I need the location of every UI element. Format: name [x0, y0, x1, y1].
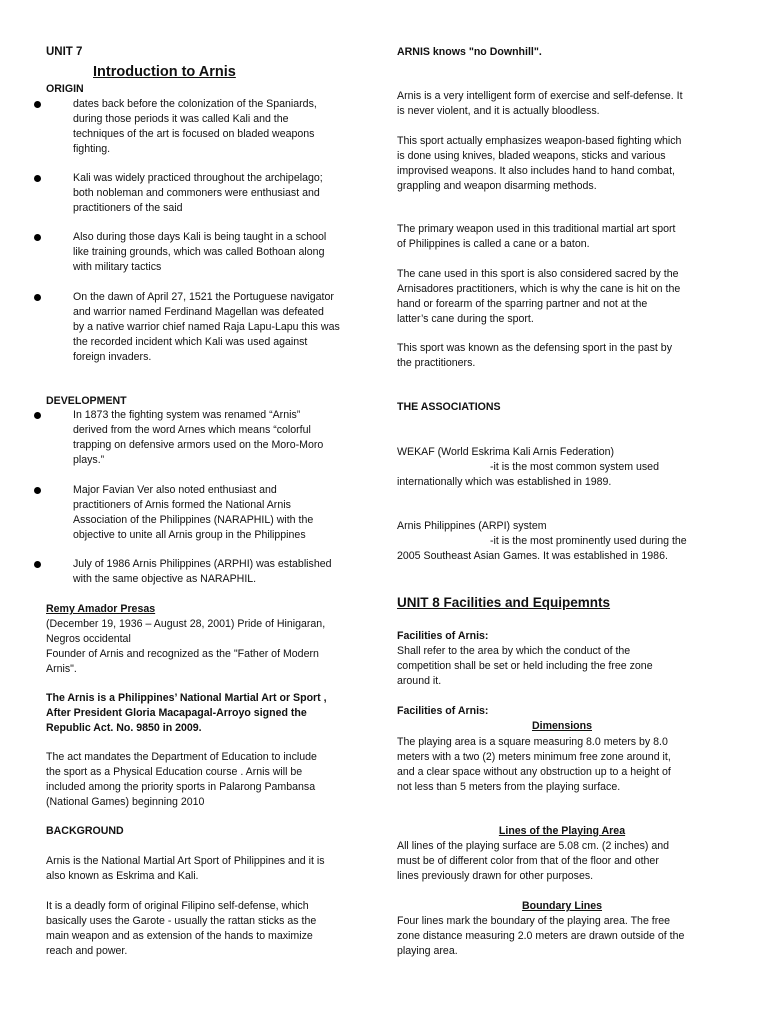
- dimensions-line: The playing area is a square measuring 8.0 meters by 8.0: [397, 736, 668, 748]
- lines-line: lines previously drawn for other purposes.: [397, 870, 594, 882]
- bullet-line: Also during those days Kali is being taught in a school: [73, 231, 327, 243]
- dimensions-line: not less than 5 meters from the playing surface.: [397, 781, 621, 793]
- bullet-line: the recorded incident which Kali was used against: [73, 336, 308, 348]
- bullet-icon: [34, 234, 41, 241]
- page-title: Introduction to Arnis: [93, 64, 236, 80]
- bullet-line: practitioners of Arnis formed the National Arnis: [73, 499, 291, 511]
- boundary-line: playing area.: [397, 945, 458, 957]
- paragraph-line: The primary weapon used in this traditional martial art sport: [397, 223, 676, 235]
- presas-line: Arnis".: [46, 663, 77, 675]
- wekaf-name: WEKAF (World Eskrima Kali Arnis Federation): [397, 446, 615, 458]
- background-heading: BACKGROUND: [46, 825, 124, 837]
- arpi-desc: 2005 Southeast Asian Games. It was established in 1986.: [397, 550, 668, 562]
- bullet-line: July of 1986 Arnis Philippines (ARPHI) was established: [73, 558, 332, 570]
- boundary-line: zone distance measuring 2.0 meters are drawn outside of the: [397, 930, 685, 942]
- boundary-heading: Boundary Lines: [521, 900, 603, 912]
- bullet-icon: [34, 412, 41, 419]
- associations-heading: THE ASSOCIATIONS: [397, 401, 501, 413]
- bullet-icon: [34, 487, 41, 494]
- bullet-line: during those periods it was called Kali and the: [73, 113, 289, 125]
- bullet-line: Association of the Philippines (NARAPHIL) with the: [73, 514, 314, 526]
- presas-line: Founder of Arnis and recognized as the "Father of Modern: [46, 648, 319, 660]
- facilities-heading: Facilities of Arnis:: [397, 705, 489, 717]
- bullet-line: trapping on defensive armors used on the Moro-Moro: [73, 439, 324, 451]
- no-downhill-line: ARNIS knows "no Downhill".: [397, 46, 542, 58]
- paragraph-line: Arnis is a very intelligent form of exercise and self-defense. It: [397, 90, 683, 102]
- act-line: (National Games) beginning 2010: [46, 796, 205, 808]
- origin-heading: ORIGIN: [46, 83, 84, 95]
- arpi-desc: -it is the most prominently used during the: [490, 535, 687, 547]
- bullet-line: derived from the word Arnes which means “colorful: [73, 424, 311, 436]
- act-line: The act mandates the Department of Education to include: [46, 751, 317, 763]
- presas-line: Negros occidental: [46, 633, 131, 645]
- paragraph-line: of Philippines is called a cane or a baton.: [397, 238, 590, 250]
- bullet-line: by a native warrior chief named Raja Lapu-Lapu this was: [73, 321, 340, 333]
- paragraph-line: is done using knives, bladed weapons, sticks and various: [397, 150, 666, 162]
- boundary-line: Four lines mark the boundary of the playing area. The free: [397, 915, 671, 927]
- lines-line: must be of different color from that of the floor and other: [397, 855, 659, 867]
- paragraph-line: grappling and weapon disarming methods.: [397, 180, 597, 192]
- lines-heading: Lines of the Playing Area: [498, 825, 626, 837]
- lines-line: All lines of the playing surface are 5.08 cm. (2 inches) and: [397, 840, 670, 852]
- bullet-line: practitioners of the said: [73, 202, 183, 214]
- bullet-line: plays.”: [73, 454, 105, 466]
- presas-name: Remy Amador Presas: [46, 603, 156, 615]
- wekaf-desc: internationally which was established in 1989.: [397, 476, 612, 488]
- bullet-line: techniques of the art is focused on bladed weapons: [73, 128, 315, 140]
- unit-7-label: UNIT 7: [46, 46, 83, 58]
- bullet-line: foreign invaders.: [73, 351, 152, 363]
- presas-line: (December 19, 1936 – August 28, 2001) Pride of Hinigaran,: [46, 618, 326, 630]
- national-art-line: After President Gloria Macapagal-Arroyo signed the: [46, 707, 307, 719]
- bullet-icon: [34, 561, 41, 568]
- paragraph-line: is never violent, and it is actually bloodless.: [397, 105, 600, 117]
- bullet-line: Major Favian Ver also noted enthusiast and: [73, 484, 277, 496]
- facilities-heading: Facilities of Arnis:: [397, 630, 489, 642]
- background-line: basically uses the Garote - usually the rattan sticks as the: [46, 915, 317, 927]
- bullet-line: like training grounds, which was called Bothoan along: [73, 246, 325, 258]
- wekaf-desc: -it is the most common system used: [490, 461, 659, 473]
- facilities-line: Shall refer to the area by which the conduct of the: [397, 645, 631, 657]
- act-line: the sport as a Physical Education course . Arnis will be: [46, 766, 303, 778]
- facilities-line: competition shall be set or held including the free zone: [397, 660, 653, 672]
- national-art-line: The Arnis is a Philippines’ National Martial Art or Sport ,: [46, 692, 327, 704]
- paragraph-line: The cane used in this sport is also considered sacred by the: [397, 268, 679, 280]
- arpi-name: Arnis Philippines (ARPI) system: [397, 520, 547, 532]
- bullet-icon: [34, 101, 41, 108]
- dimensions-heading: Dimensions: [531, 720, 593, 732]
- dimensions-line: and a clear space without any obstruction up to a height of: [397, 766, 671, 778]
- background-line: It is a deadly form of original Filipino self-defense, which: [46, 900, 309, 912]
- background-line: also known as Eskrima and Kali.: [46, 870, 199, 882]
- paragraph-line: Arnisadores practitioners, which is why the cane is hit on the: [397, 283, 681, 295]
- background-line: Arnis is the National Martial Art Sport of Philippines and it is: [46, 855, 325, 867]
- development-heading: DEVELOPMENT: [46, 395, 127, 407]
- bullet-line: On the dawn of April 27, 1521 the Portuguese navigator: [73, 291, 334, 303]
- dimensions-line: meters with a two (2) meters minimum free zone around it,: [397, 751, 671, 763]
- paragraph-line: latter’s cane during the sport.: [397, 313, 534, 325]
- paragraph-line: hand or forearm of the sparring partner and not at the: [397, 298, 648, 310]
- bullet-line: dates back before the colonization of the Spaniards,: [73, 98, 317, 110]
- paragraph-line: improvised weapons. It also includes hand to hand combat,: [397, 165, 675, 177]
- paragraph-line: This sport actually emphasizes weapon-based fighting which: [397, 135, 682, 147]
- bullet-line: with military tactics: [73, 261, 162, 273]
- act-line: included among the priority sports in Palarong Pambansa: [46, 781, 316, 793]
- bullet-line: with the same objective as NARAPHIL.: [73, 573, 257, 585]
- bullet-line: objective to unite all Arnis group in the Philippines: [73, 529, 306, 541]
- paragraph-line: This sport was known as the defensing sport in the past by: [397, 342, 672, 354]
- background-line: main weapon and as extension of the hands to maximize: [46, 930, 313, 942]
- bullet-line: Kali was widely practiced throughout the archipelago;: [73, 172, 323, 184]
- bullet-line: In 1873 the fighting system was renamed “Arnis”: [73, 409, 301, 421]
- paragraph-line: the practitioners.: [397, 357, 476, 369]
- bullet-line: both nobleman and commoners were enthusiast and: [73, 187, 320, 199]
- national-art-line: Republic Act. No. 9850 in 2009.: [46, 722, 202, 734]
- bullet-icon: [34, 175, 41, 182]
- bullet-line: fighting.: [73, 143, 111, 155]
- facilities-line: around it.: [397, 675, 442, 687]
- bullet-icon: [34, 294, 41, 301]
- unit-8-title: UNIT 8 Facilities and Equipemnts: [397, 595, 611, 610]
- bullet-line: and warrior named Ferdinand Magellan was defeated: [73, 306, 324, 318]
- background-line: reach and power.: [46, 945, 128, 957]
